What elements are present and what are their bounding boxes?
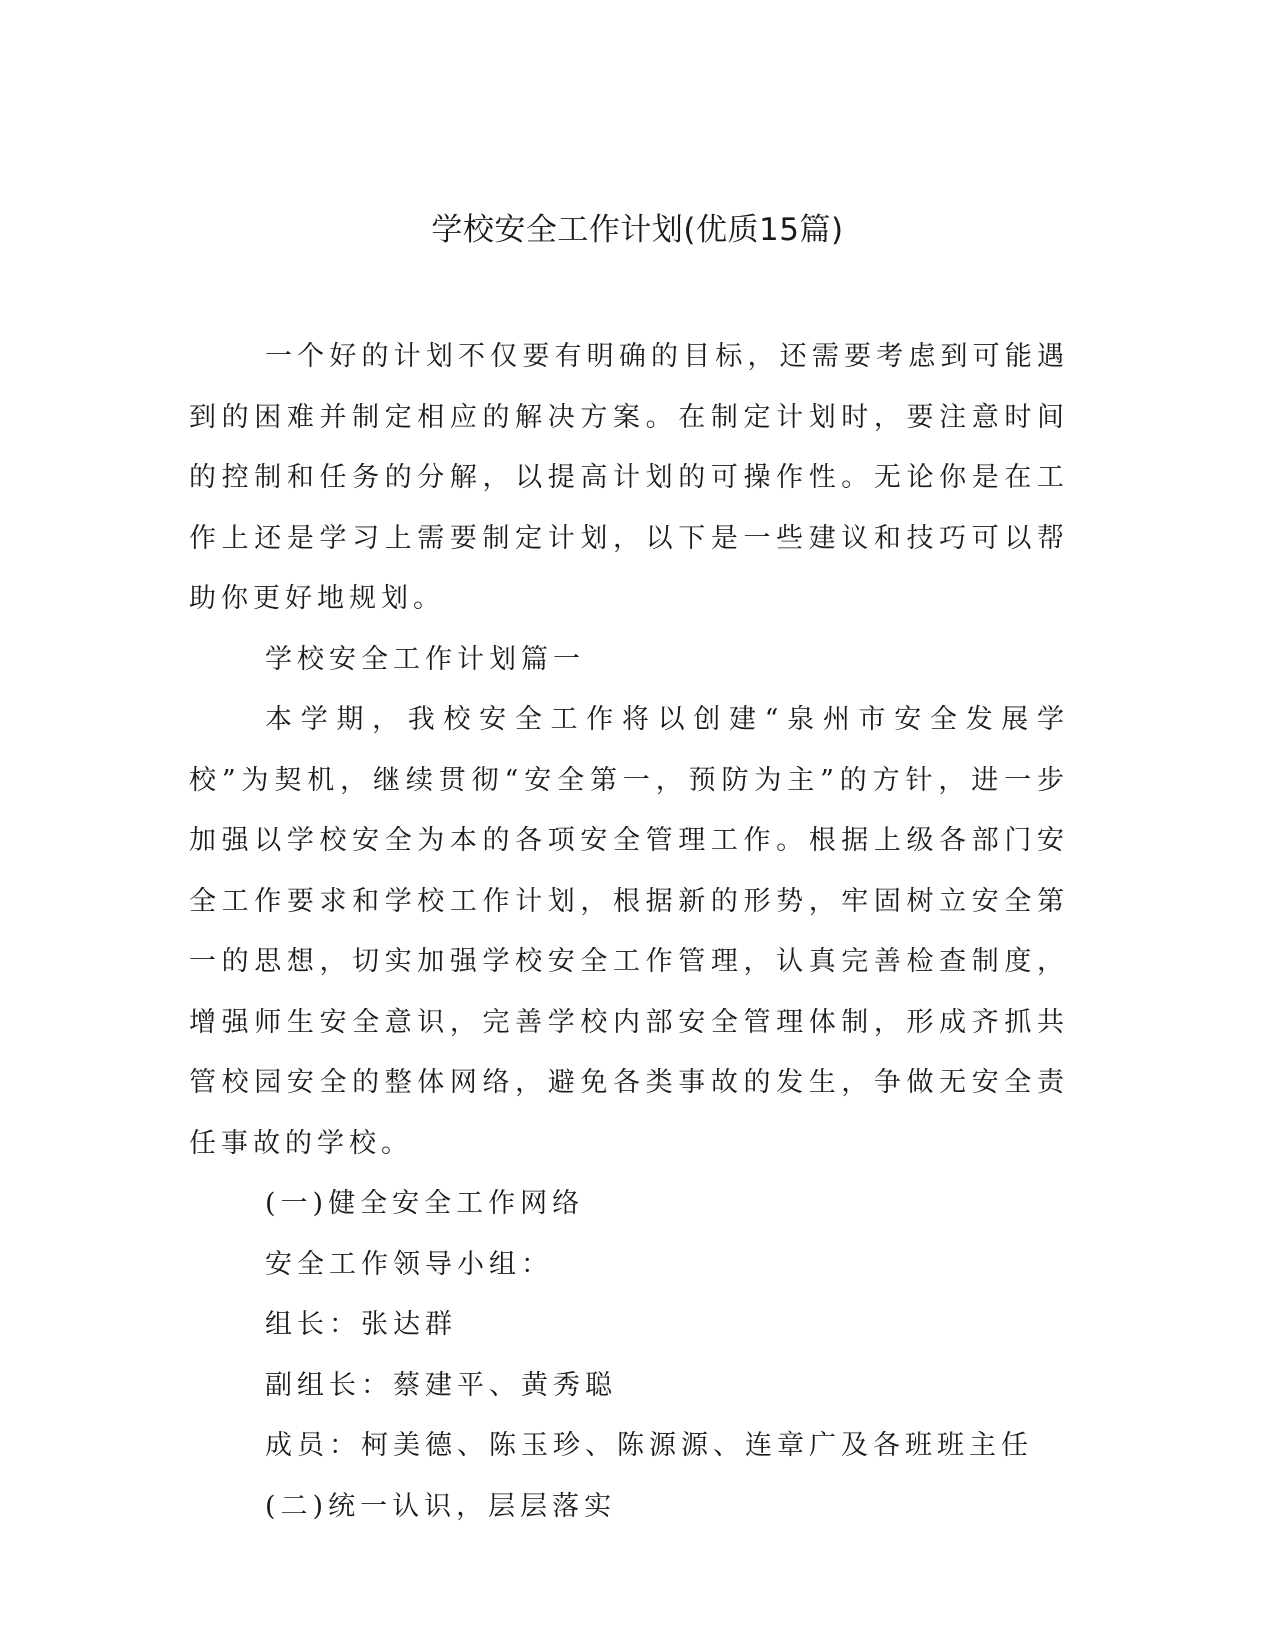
intro-paragraph: 一个好的计划不仅要有明确的目标，还需要考虑到可能遇到的困难并制定相应的解决方案。在制定计划时，要注意时间的控制和任务的分解，以提高计划的可操作性。无论你是在工作上还是学习上需要制定计划，以下是一些建议和技巧可以帮助你更好地规划。	[189, 341, 1069, 614]
section-heading: 学校安全工作计划篇一	[265, 643, 585, 675]
section-paragraph: 本学期，我校安全工作将以创建“泉州市安全发展学校”为契机，继续贯彻“安全第一，预防为主”的方针，进一步加强以学校安全为本的各项安全管理工作。根据上级各部门安全工作要求和学校工作计划，根据新的形势，牢固树立安全第一的思想，切实加强学校安全工作管理，认真完善检查制度，增强师生安全意识，完善学校内部安全管理体制，形成齐抓共管校园安全的整体网络，避免各类事故的发生，争做无安全责任事故的学校。	[189, 704, 1069, 1159]
subheading-implementation: (二)统一认识，层层落实	[265, 1490, 617, 1522]
document-title: 学校安全工作计划(优质15篇)	[431, 212, 844, 248]
subheading-network: (一)健全安全工作网络	[265, 1188, 585, 1219]
group-label: 安全工作领导小组：	[265, 1248, 553, 1280]
group-members: 成员：柯美德、陈玉珍、陈源源、连章广及各班班主任	[265, 1430, 1033, 1461]
document-body	[189, 327, 1069, 1537]
group-leader: 组长：张达群	[265, 1309, 457, 1340]
group-deputy: 副组长：蔡建平、黄秀聪	[265, 1369, 617, 1401]
